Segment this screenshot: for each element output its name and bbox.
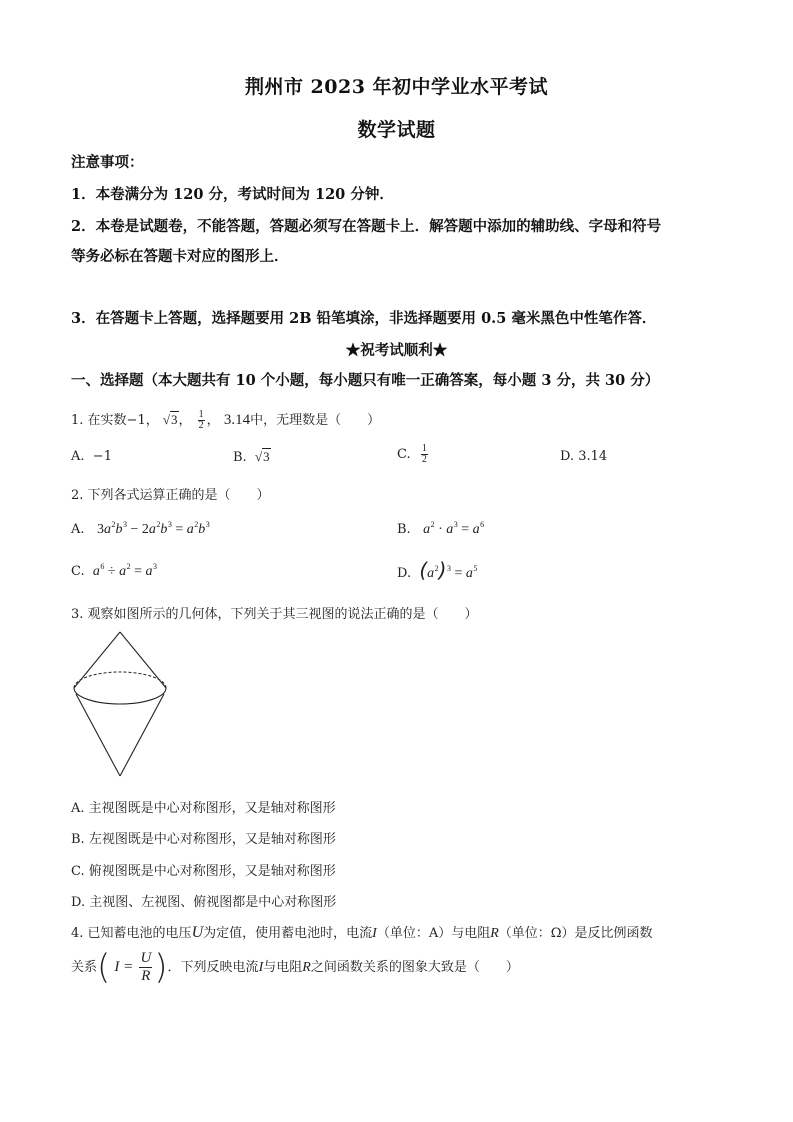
q3-option-b[interactable]: B. 左视图既是中心对称图形，又是轴对称图形: [71, 832, 336, 847]
question-2-stem: 2. 下列各式运算正确的是（ ）: [71, 488, 270, 503]
math-expression: $3a^2b^3 - 2a^2b^3 = a^2b^3$: [96, 520, 210, 537]
double-cone-figure: [70, 630, 170, 780]
note-item-2: 2．本卷是试题卷，不能答题，答题必须写在答题卡上．解答题中添加的辅助线、字母和符号: [71, 218, 662, 235]
note-item-3: 3．在答题卡上答题，选择题要用 2B 铅笔填涂，非选择题要用 0.5 毫米黑色中性笔作答．: [71, 310, 657, 327]
question-4-stem-line1: 4. 已知蓄电池的电压U为定值，使用蓄电池时，电流I（单位：A）与电阻R（单位：Ω）是反比例函数: [71, 924, 653, 941]
note-item-1: 1．本卷满分为 120 分，考试时间为 120 分钟．: [71, 186, 394, 203]
sqrt-expression: √3: [162, 412, 178, 427]
notes-heading: 注意事项：: [71, 154, 144, 171]
q3-option-a[interactable]: A. 主视图既是中心对称图形，又是轴对称图形: [71, 801, 336, 816]
exam-subtitle: 数学试题: [357, 119, 436, 141]
formula: I =: [114, 959, 134, 975]
q3-option-c[interactable]: C. 俯视图既是中心对称图形，又是轴对称图形: [71, 864, 336, 879]
formula-fraction: $\frac{U}{R}$: [140, 950, 152, 984]
fraction: $\frac{1}{2}$: [198, 409, 204, 431]
q1-option-b[interactable]: B. √3: [233, 449, 270, 465]
q1-option-c[interactable]: C. $\frac{1}{2}$: [397, 443, 427, 465]
blessing: ★祝考试顺利★: [345, 342, 448, 359]
math-expression: $a^6 \div a^2 = a^3$: [92, 562, 157, 579]
math-expression: $(a^2)^3 = a^5$: [419, 558, 478, 582]
question-number: 1.: [71, 413, 84, 428]
q2-option-d[interactable]: D. $(a^2)^3 = a^5$: [397, 558, 478, 582]
q2-option-c[interactable]: C. $a^6 \div a^2 = a^3$: [71, 562, 157, 579]
question-1-stem: 1. 在实数−1， √3， $\frac{1}{2}$ ， 3.14中，无理数是（ ）: [71, 409, 381, 431]
q2-option-a[interactable]: A. $3a^2b^3 - 2a^2b^3 = a^2b^3$: [71, 520, 210, 537]
note-item-2-cont: 等务必标在答题卡对应的图形上．: [71, 248, 289, 265]
question-3-stem: 3. 观察如图所示的几何体，下列关于其三视图的说法正确的是（ ）: [71, 607, 478, 622]
math-expression: $a^2 \cdot a^3 = a^6$: [423, 520, 485, 537]
q1-option-d[interactable]: D. 3.14: [560, 449, 608, 464]
question-4-stem-line2: 关系( I = $\frac{U}{R}$ )．下列反映电流I与电阻R之间函数关系的图象大致是（ ）: [71, 947, 519, 988]
q3-option-d[interactable]: D. 主视图、左视图、俯视图都是中心对称图形: [71, 895, 337, 910]
q1-option-a[interactable]: A. −1: [71, 449, 112, 464]
q2-option-b[interactable]: B. $a^2 \cdot a^3 = a^6$: [397, 520, 485, 537]
section-heading: 一、选择题（本大题共有 10 个小题，每小题只有唯一正确答案，每小题 3 分，共 30 分）: [71, 372, 660, 389]
exam-title: 荆州市 2023 年初中学业水平考试: [244, 76, 549, 98]
